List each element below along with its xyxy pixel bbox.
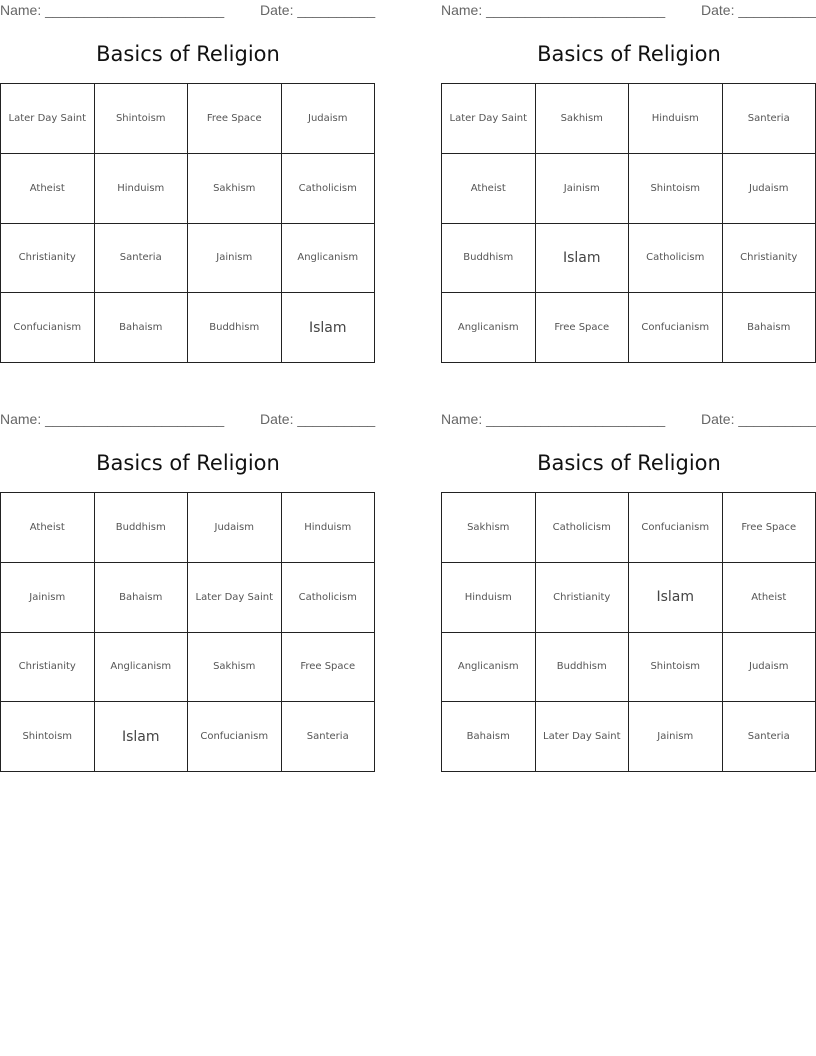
name-date-row: [441, 2, 816, 20]
bingo-cell: Sakhism: [188, 633, 282, 703]
date-field: Date: __________: [260, 411, 376, 427]
bingo-cell: Buddhism: [536, 633, 630, 703]
bingo-cell: Buddhism: [95, 493, 189, 563]
bingo-cell: Free Space: [188, 84, 282, 154]
bingo-cell: Judaism: [723, 633, 816, 703]
bingo-cell: Islam: [629, 563, 723, 633]
bingo-cell: Bahaism: [723, 293, 816, 363]
name-field: Name: _______________________: [0, 2, 225, 18]
bingo-cell: Confucianism: [188, 702, 282, 772]
card-title: Basics of Religion: [537, 451, 721, 475]
bingo-cell: Santeria: [282, 702, 376, 772]
bingo-cell: Santeria: [723, 84, 816, 154]
bingo-cell: Sakhism: [536, 84, 630, 154]
bingo-cell: Later Day Saint: [188, 563, 282, 633]
bingo-cell: Hinduism: [95, 154, 189, 224]
bingo-cell: Judaism: [723, 154, 816, 224]
card-title: Basics of Religion: [96, 42, 280, 66]
bingo-cell: Catholicism: [282, 563, 376, 633]
name-field: Name: _______________________: [0, 411, 225, 427]
bingo-cell: Free Space: [536, 293, 630, 363]
bingo-cell: Free Space: [282, 633, 376, 703]
bingo-cell: Bahaism: [442, 702, 536, 772]
bingo-cell: Judaism: [188, 493, 282, 563]
bingo-cell: Shintoism: [629, 633, 723, 703]
name-field: Name: _______________________: [441, 411, 666, 427]
bingo-cell: Shintoism: [1, 702, 95, 772]
bingo-cell: Later Day Saint: [1, 84, 95, 154]
bingo-cell: Atheist: [442, 154, 536, 224]
date-field: Date: __________: [701, 2, 816, 18]
bingo-cell: Catholicism: [536, 493, 630, 563]
bingo-cell: Jainism: [1, 563, 95, 633]
bingo-card-1: [0, 0, 376, 364]
bingo-cell: Bahaism: [95, 563, 189, 633]
bingo-cell: Jainism: [188, 224, 282, 294]
bingo-cell: Hinduism: [629, 84, 723, 154]
date-field: Date: __________: [701, 411, 816, 427]
bingo-cell: Buddhism: [188, 293, 282, 363]
bingo-cell: Christianity: [723, 224, 816, 294]
name-date-row: [0, 411, 376, 429]
bingo-card-4: [441, 409, 816, 773]
bingo-cell: Later Day Saint: [536, 702, 630, 772]
name-field: Name: _______________________: [441, 2, 666, 18]
bingo-cell: Buddhism: [442, 224, 536, 294]
bingo-cell: Later Day Saint: [442, 84, 536, 154]
bingo-cell: Christianity: [1, 224, 95, 294]
bingo-cell: Santeria: [723, 702, 816, 772]
bingo-cell: Shintoism: [95, 84, 189, 154]
bingo-cell: Free Space: [723, 493, 816, 563]
bingo-cell: Sakhism: [442, 493, 536, 563]
bingo-cell: Atheist: [1, 154, 95, 224]
bingo-cell: Jainism: [536, 154, 630, 224]
bingo-cell: Christianity: [1, 633, 95, 703]
bingo-cell: Hinduism: [442, 563, 536, 633]
bingo-cell: Hinduism: [282, 493, 376, 563]
bingo-cell: Anglicanism: [442, 293, 536, 363]
card-title: Basics of Religion: [96, 451, 280, 475]
bingo-cell: Anglicanism: [282, 224, 376, 294]
bingo-cell: Islam: [282, 293, 376, 363]
bingo-cell: Santeria: [95, 224, 189, 294]
bingo-cell: Islam: [536, 224, 630, 294]
date-field: Date: __________: [260, 2, 376, 18]
bingo-cell: Sakhism: [188, 154, 282, 224]
bingo-cell: Bahaism: [95, 293, 189, 363]
bingo-cell: Catholicism: [629, 224, 723, 294]
bingo-grid: [0, 492, 375, 772]
bingo-cell: Anglicanism: [95, 633, 189, 703]
bingo-cell: Judaism: [282, 84, 376, 154]
bingo-cell: Jainism: [629, 702, 723, 772]
bingo-grid: [0, 83, 375, 363]
bingo-grid: [441, 492, 816, 772]
bingo-cell: Atheist: [1, 493, 95, 563]
bingo-cell: Christianity: [536, 563, 630, 633]
bingo-cell: Anglicanism: [442, 633, 536, 703]
bingo-cell: Islam: [95, 702, 189, 772]
bingo-cell: Catholicism: [282, 154, 376, 224]
bingo-cell: Confucianism: [1, 293, 95, 363]
bingo-cell: Confucianism: [629, 493, 723, 563]
bingo-cell: Atheist: [723, 563, 816, 633]
name-date-row: [441, 411, 816, 429]
bingo-cell: Confucianism: [629, 293, 723, 363]
bingo-grid: [441, 83, 816, 363]
bingo-cell: Shintoism: [629, 154, 723, 224]
card-title: Basics of Religion: [537, 42, 721, 66]
bingo-card-3: [0, 409, 376, 773]
bingo-card-2: [441, 0, 816, 364]
name-date-row: [0, 2, 376, 20]
